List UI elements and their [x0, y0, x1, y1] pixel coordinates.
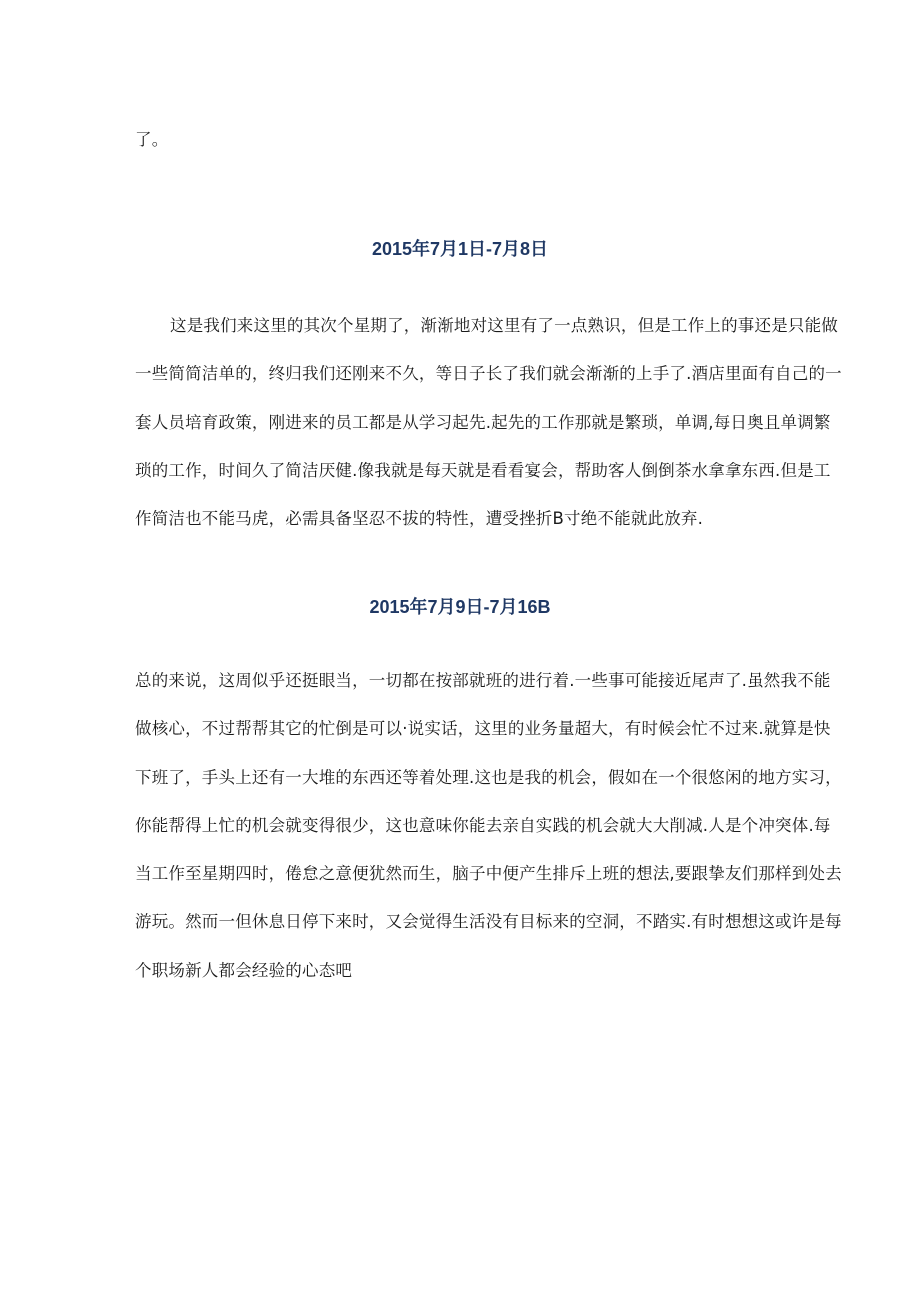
section-heading-week-2: 2015年7月9日-7月16B [369, 597, 551, 617]
paragraph-line: 琐的工作，时间久了简洁厌健.像我就是每天就是看看宴会，帮助客人倒倒茶水拿拿东西.但是工 [135, 461, 831, 480]
paragraph-line: 当工作至星期四时，倦怠之意便犹然而生，脑子中便产生排斥上班的想法,要跟挚友们那样到处去 [135, 864, 842, 883]
paragraph-line: 一些简简洁单的，终归我们还刚来不久，等日子长了我们就会渐渐的上手了.酒店里面有自己的一 [135, 364, 842, 383]
section-heading-week-1: 2015年7月1日-7月8日 [371, 239, 549, 259]
paragraph-line: 作简洁也不能马虎，必需具备坚忍不拔的特性，遭受挫折B寸绝不能就此放弃. [135, 509, 704, 528]
carryover-text: 了。 [135, 130, 169, 149]
paragraph-line: 个职场新人都会经验的心态吧 [135, 961, 353, 980]
paragraph-line: 游玩。然而一但休息日停下来时，又会觉得生活没有目标来的空洞，不踏实.有时想想这或许是每 [135, 912, 842, 931]
paragraph-line: 做核心，不过帮帮其它的忙倒是可以·说实话，这里的业务量超大，有时候会忙不过来.就算是快 [135, 719, 831, 738]
paragraph-line: 下班了，手头上还有一大堆的东西还等着处理.这也是我的机会，假如在一个很悠闲的地方实习， [135, 768, 842, 787]
paragraph-line: 这是我们来这里的其次个星期了，渐渐地对这里有了一点熟识，但是工作上的事还是只能做 [170, 316, 838, 335]
paragraph-line: 套人员培育政策，刚进来的员工都是从学习起先.起先的工作那就是繁琐，单调,每日奥且单调繁 [135, 413, 831, 432]
paragraph-line: 你能帮得上忙的机会就变得很少，这也意味你能去亲自实践的机会就大大削减.人是个冲突体.每 [135, 816, 831, 835]
paragraph-line: 总的来说，这周似乎还挺眼当，一切都在按部就班的进行着.一些事可能接近尾声了.虽然我不能 [135, 671, 831, 690]
